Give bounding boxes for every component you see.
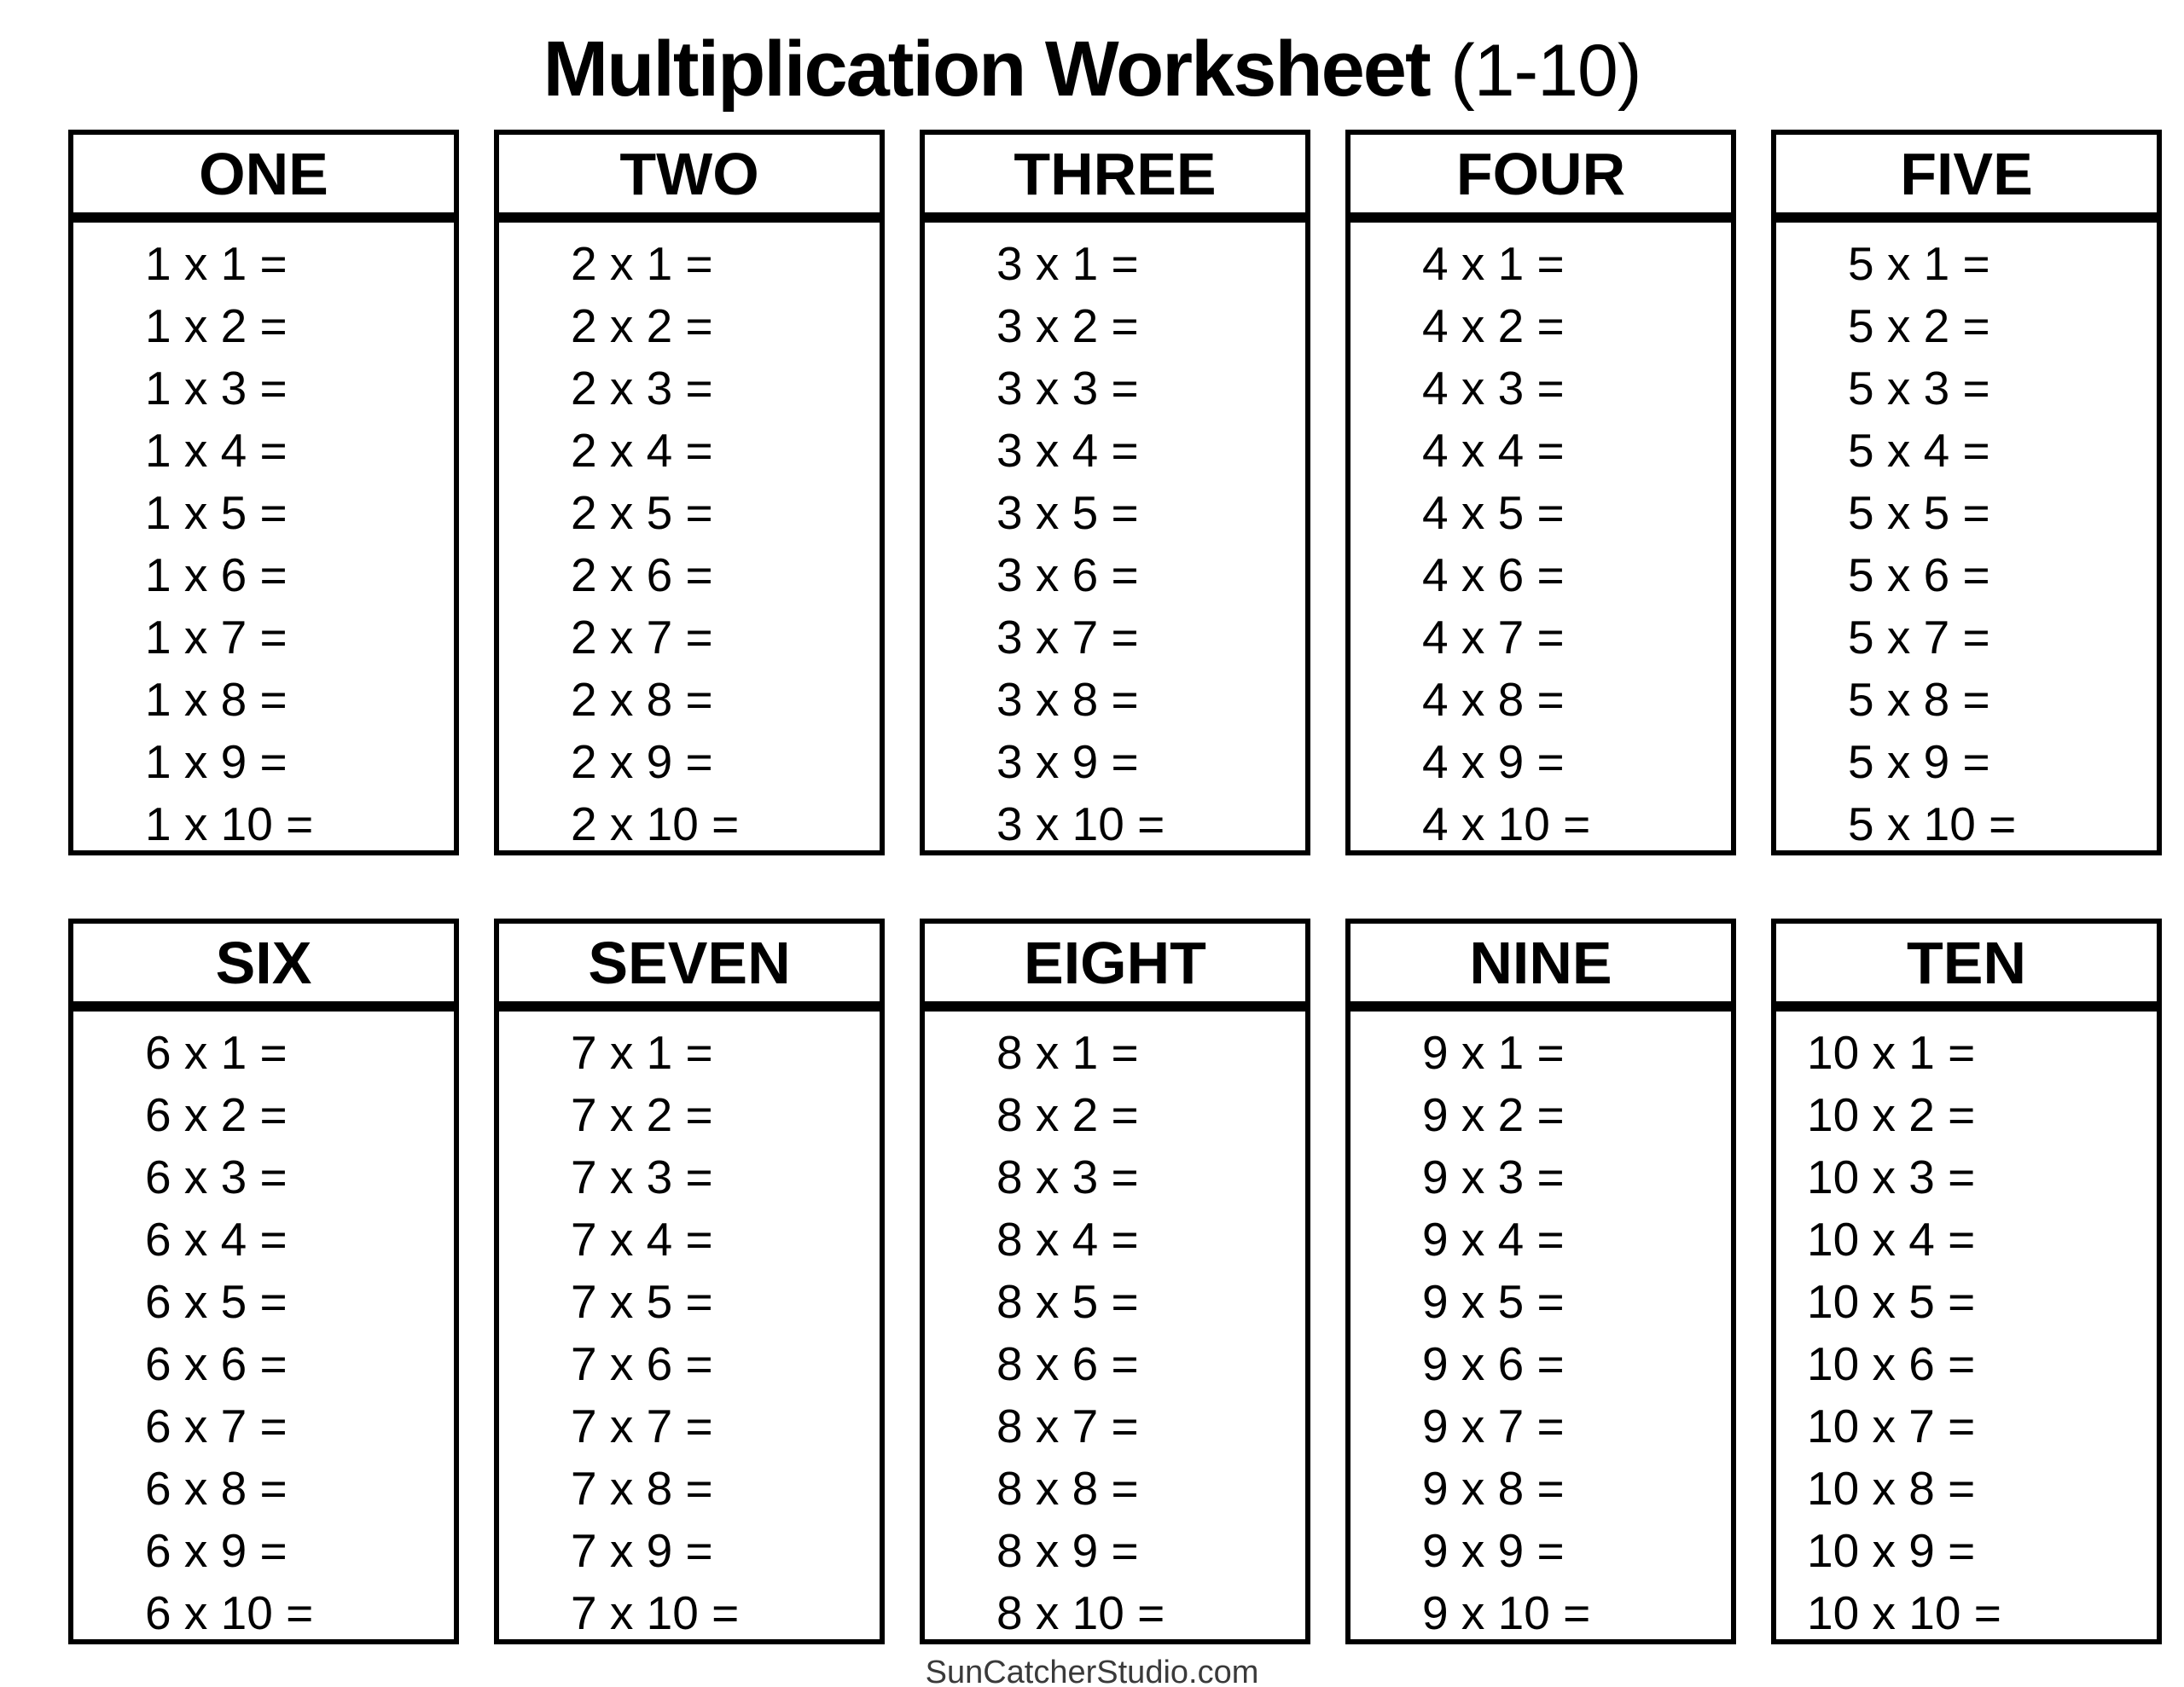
times-table-card xyxy=(920,130,1310,855)
equation-row: 7 x 7 = xyxy=(571,1400,713,1452)
equation-row: 6 x 2 = xyxy=(145,1088,288,1141)
page-title xyxy=(0,22,2184,116)
equation-row: 8 x 6 = xyxy=(996,1337,1139,1390)
times-table-card xyxy=(68,130,459,855)
equation-row: 5 x 8 = xyxy=(1848,673,1990,726)
times-table-card xyxy=(1345,130,1736,855)
equation-row: 4 x 3 = xyxy=(1422,362,1565,415)
equation-row: 5 x 7 = xyxy=(1848,611,1990,664)
equation-row: 2 x 5 = xyxy=(571,486,713,539)
equation-row: 1 x 5 = xyxy=(145,486,288,539)
equation-row: 3 x 2 = xyxy=(996,299,1139,352)
equation-row: 3 x 8 = xyxy=(996,673,1139,726)
times-table-problems xyxy=(494,1006,885,1644)
equation-row: 1 x 6 = xyxy=(145,548,288,601)
equation-row: 7 x 9 = xyxy=(571,1524,713,1577)
equation-row: 6 x 5 = xyxy=(145,1275,288,1328)
equation-row: 4 x 5 = xyxy=(1422,486,1565,539)
equation-row: 10 x 8 = xyxy=(1807,1462,1976,1515)
times-table-problems xyxy=(1771,217,2162,855)
equation-row: 1 x 8 = xyxy=(145,673,288,726)
times-table-problems xyxy=(68,217,459,855)
equation-row: 7 x 4 = xyxy=(571,1213,713,1266)
equation-row: 6 x 4 = xyxy=(145,1213,288,1266)
equation-row: 5 x 1 = xyxy=(1848,237,1990,290)
equation-row: 8 x 8 = xyxy=(996,1462,1139,1515)
equation-row: 2 x 6 = xyxy=(571,548,713,601)
equation-row: 6 x 9 = xyxy=(145,1524,288,1577)
equation-row: 7 x 5 = xyxy=(571,1275,713,1328)
times-table-problems xyxy=(68,1006,459,1644)
times-table-title: THREE xyxy=(920,130,1310,217)
equation-row: 6 x 7 = xyxy=(145,1400,288,1452)
equation-row: 10 x 9 = xyxy=(1807,1524,1976,1577)
equation-row: 2 x 8 = xyxy=(571,673,713,726)
equation-row: 8 x 1 = xyxy=(996,1026,1139,1079)
equation-row: 1 x 10 = xyxy=(145,797,314,850)
equation-row: 3 x 10 = xyxy=(996,797,1165,850)
times-table-card xyxy=(920,919,1310,1644)
equation-row: 5 x 5 = xyxy=(1848,486,1990,539)
equation-row: 2 x 9 = xyxy=(571,735,713,788)
equation-row: 4 x 7 = xyxy=(1422,611,1565,664)
equation-row: 8 x 4 = xyxy=(996,1213,1139,1266)
equation-row: 3 x 1 = xyxy=(996,237,1139,290)
equation-row: 9 x 3 = xyxy=(1422,1151,1565,1203)
equation-row: 9 x 7 = xyxy=(1422,1400,1565,1452)
equation-row: 10 x 6 = xyxy=(1807,1337,1976,1390)
times-table-title: TEN xyxy=(1771,919,2162,1006)
equation-row: 9 x 10 = xyxy=(1422,1586,1591,1639)
equation-row: 5 x 4 = xyxy=(1848,424,1990,477)
equation-row: 2 x 7 = xyxy=(571,611,713,664)
times-table-card xyxy=(1771,130,2162,855)
equation-row: 8 x 7 = xyxy=(996,1400,1139,1452)
times-table-title: SEVEN xyxy=(494,919,885,1006)
times-table-problems xyxy=(920,217,1310,855)
times-table-title: FOUR xyxy=(1345,130,1736,217)
times-table-problems xyxy=(494,217,885,855)
times-table-title: SIX xyxy=(68,919,459,1006)
equation-row: 2 x 1 = xyxy=(571,237,713,290)
equation-row: 2 x 10 = xyxy=(571,797,740,850)
page-title-main: Multiplication Worksheet xyxy=(543,26,1430,113)
equation-row: 5 x 10 = xyxy=(1848,797,2017,850)
equation-row: 8 x 9 = xyxy=(996,1524,1139,1577)
footer xyxy=(0,1655,2184,1687)
times-table-problems xyxy=(1345,217,1736,855)
equation-row: 7 x 10 = xyxy=(571,1586,740,1639)
equation-row: 7 x 1 = xyxy=(571,1026,713,1079)
times-table-title: EIGHT xyxy=(920,919,1310,1006)
equation-row: 10 x 7 = xyxy=(1807,1400,1976,1452)
equation-row: 4 x 4 = xyxy=(1422,424,1565,477)
times-table-problems xyxy=(1345,1006,1736,1644)
times-table-problems xyxy=(1771,1006,2162,1644)
times-table-title: TWO xyxy=(494,130,885,217)
equation-row: 5 x 6 = xyxy=(1848,548,1990,601)
page-title-range: (1-10) xyxy=(1450,30,1641,112)
equation-row: 10 x 10 = xyxy=(1807,1586,2001,1639)
equation-row: 6 x 8 = xyxy=(145,1462,288,1515)
equation-row: 3 x 9 = xyxy=(996,735,1139,788)
equation-row: 1 x 7 = xyxy=(145,611,288,664)
equation-row: 1 x 4 = xyxy=(145,424,288,477)
equation-row: 7 x 3 = xyxy=(571,1151,713,1203)
equation-row: 4 x 1 = xyxy=(1422,237,1565,290)
equation-row: 3 x 6 = xyxy=(996,548,1139,601)
equation-row: 9 x 2 = xyxy=(1422,1088,1565,1141)
equation-row: 9 x 5 = xyxy=(1422,1275,1565,1328)
equation-row: 9 x 6 = xyxy=(1422,1337,1565,1390)
equation-row: 1 x 3 = xyxy=(145,362,288,415)
equation-row: 2 x 3 = xyxy=(571,362,713,415)
equation-row: 10 x 3 = xyxy=(1807,1151,1976,1203)
equation-row: 3 x 4 = xyxy=(996,424,1139,477)
equation-row: 9 x 9 = xyxy=(1422,1524,1565,1577)
equation-row: 10 x 5 = xyxy=(1807,1275,1976,1328)
equation-row: 4 x 8 = xyxy=(1422,673,1565,726)
site-credit: SunCatcherStudio.com xyxy=(925,1655,1259,1687)
equation-row: 7 x 6 = xyxy=(571,1337,713,1390)
equation-row: 9 x 1 = xyxy=(1422,1026,1565,1079)
equation-row: 2 x 4 = xyxy=(571,424,713,477)
equation-row: 8 x 2 = xyxy=(996,1088,1139,1141)
equation-row: 5 x 9 = xyxy=(1848,735,1990,788)
equation-row: 1 x 1 = xyxy=(145,237,288,290)
equation-row: 3 x 5 = xyxy=(996,486,1139,539)
equation-row: 6 x 6 = xyxy=(145,1337,288,1390)
equation-row: 4 x 2 = xyxy=(1422,299,1565,352)
equation-row: 5 x 2 = xyxy=(1848,299,1990,352)
equation-row: 6 x 10 = xyxy=(145,1586,314,1639)
equation-row: 5 x 3 = xyxy=(1848,362,1990,415)
equation-row: 6 x 3 = xyxy=(145,1151,288,1203)
equation-row: 8 x 3 = xyxy=(996,1151,1139,1203)
equation-row: 7 x 2 = xyxy=(571,1088,713,1141)
times-table-card xyxy=(1771,919,2162,1644)
equation-row: 6 x 1 = xyxy=(145,1026,288,1079)
equation-row: 3 x 3 = xyxy=(996,362,1139,415)
worksheet-grid xyxy=(68,130,2164,1644)
equation-row: 10 x 1 = xyxy=(1807,1026,1976,1079)
times-table-card xyxy=(68,919,459,1644)
equation-row: 4 x 9 = xyxy=(1422,735,1565,788)
times-table-card xyxy=(1345,919,1736,1644)
equation-row: 4 x 6 = xyxy=(1422,548,1565,601)
times-table-title: NINE xyxy=(1345,919,1736,1006)
equation-row: 9 x 8 = xyxy=(1422,1462,1565,1515)
equation-row: 2 x 2 = xyxy=(571,299,713,352)
equation-row: 8 x 5 = xyxy=(996,1275,1139,1328)
equation-row: 9 x 4 = xyxy=(1422,1213,1565,1266)
equation-row: 1 x 2 = xyxy=(145,299,288,352)
times-table-title: ONE xyxy=(68,130,459,217)
equation-row: 7 x 8 = xyxy=(571,1462,713,1515)
equation-row: 3 x 7 = xyxy=(996,611,1139,664)
equation-row: 4 x 10 = xyxy=(1422,797,1591,850)
equation-row: 8 x 10 = xyxy=(996,1586,1165,1639)
times-table-title: FIVE xyxy=(1771,130,2162,217)
equation-row: 10 x 2 = xyxy=(1807,1088,1976,1141)
times-table-card xyxy=(494,919,885,1644)
times-table-card xyxy=(494,130,885,855)
equation-row: 10 x 4 = xyxy=(1807,1213,1976,1266)
equation-row: 1 x 9 = xyxy=(145,735,288,788)
times-table-problems xyxy=(920,1006,1310,1644)
